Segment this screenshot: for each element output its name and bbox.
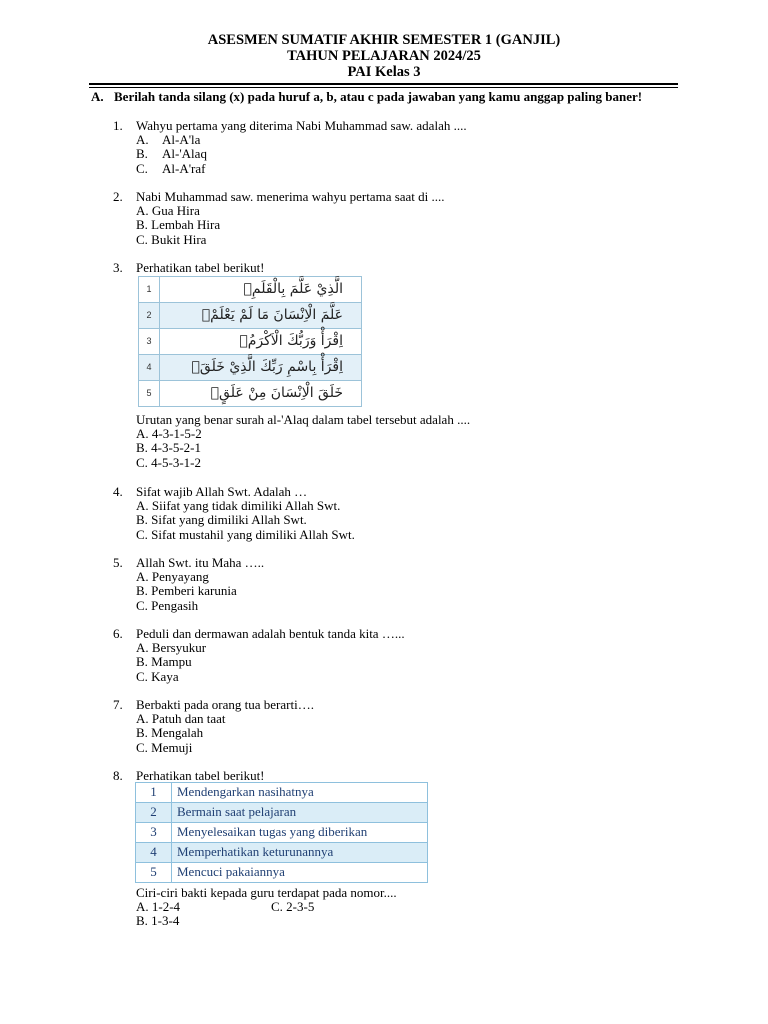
row-number: 4 [139,355,160,381]
arabic-verse: الَّذِيْ عَلَّمَ بِالْقَلَمِۙ [160,277,362,303]
option-a: A. 4-3-1-5-2 [136,426,202,442]
row-number: 2 [139,303,160,329]
option-b: B. Lembah Hira [136,217,221,233]
question-text: Nabi Muhammad saw. menerima wahyu pertama saat di .... [136,189,445,204]
row-text: Mencuci pakaiannya [172,863,428,883]
row-number: 3 [136,823,172,843]
table-row [136,803,428,823]
option-a: A. Penyayang [136,569,209,585]
header-rule-thick [89,83,678,85]
option-a: A. Bersyukur [136,640,207,656]
option-b: B. Sifat yang dimiliki Allah Swt. [136,512,307,528]
question-number: 2. [113,189,123,204]
row-number: 4 [136,843,172,863]
question-text: Berbakti pada orang tua berarti…. [136,697,314,712]
section-instruction: Berilah tanda silang (x) pada huruf a, b, atau c pada jawaban yang kamu anggap paling baner! [114,89,643,104]
option-b: B. Al-'Alaq [136,146,207,162]
option-a: A. Siifat yang tidak dimiliki Allah Swt. [136,498,341,514]
arabic-verses-table [138,276,362,407]
table-row [136,843,428,863]
arabic-verse: خَلَقَ الْاِنْسَانَ مِنْ عَلَقٍۚ [160,381,362,407]
teacher-respect-table [135,782,428,883]
table-row [139,329,362,355]
option-c: C. Sifat mustahil yang dimiliki Allah Swt. [136,526,355,542]
option-c: C. Al-A'raf [136,160,206,176]
arabic-verse: اِقْرَأْ بِاسْمِ رَبِّكَ الَّذِيْ خَلَقَۚ [160,355,362,381]
question-number: 7. [113,697,123,712]
table-row [139,303,362,329]
option-c: C. Bukit Hira [136,231,207,247]
row-number: 3 [139,329,160,355]
table-row [136,823,428,843]
row-number: 2 [136,803,172,823]
row-text: Menyelesaikan tugas yang diberikan [172,823,428,843]
option-a: A. Gua Hira [136,203,200,219]
option-a: A. Patuh dan taat [136,711,226,727]
question-number: 4. [113,484,123,499]
row-text: Mendengarkan nasihatnya [172,783,428,803]
question-number: 3. [113,260,123,275]
row-number: 5 [139,381,160,407]
table-row [139,277,362,303]
question-text: Sifat wajib Allah Swt. Adalah … [136,484,308,499]
row-number: 1 [136,783,172,803]
arabic-verse: اِقْرَأْ وَرَبُّكَ الْاَكْرَمُۙ [160,329,362,355]
question-text: Peduli dan dermawan adalah bentuk tanda kita …... [136,626,405,641]
section-letter: A. [91,89,104,104]
option-c: C. 4-5-3-1-2 [136,454,201,470]
option-c: C. 2-3-5 [271,899,315,915]
question-text: Perhatikan tabel berikut! [136,260,265,275]
option-a: A. Al-A'la [136,132,201,148]
arabic-verse: عَلَّمَ الْاِنْسَانَ مَا لَمْ يَعْلَمْۗ [160,303,362,329]
option-c: C. Pengasih [136,597,199,613]
options-row [136,900,656,914]
row-number: 5 [136,863,172,883]
table-row [136,863,428,883]
question-number: 1. [113,118,123,133]
header-rule-thin [89,87,678,88]
question-text: Wahyu pertama yang diterima Nabi Muhammad saw. adalah .... [136,118,467,133]
row-number: 1 [139,277,160,303]
document-header [0,32,768,80]
academic-year: TAHUN PELAJARAN 2024/25 [287,48,481,64]
question-text: Urutan yang benar surah al-'Alaq dalam tabel tersebut adalah .... [136,412,471,427]
row-text: Memperhatikan keturunannya [172,843,428,863]
option-c: C. Kaya [136,668,179,684]
option-b: B. Mampu [136,654,192,670]
option-b: B. Pemberi karunia [136,583,237,599]
option-a: A. 1-2-4 [136,899,181,915]
question-text: Ciri-ciri bakti kepada guru terdapat pada nomor.... [136,885,397,900]
table-row [136,783,428,803]
row-text: Bermain saat pelajaran [172,803,428,823]
option-b: B. 4-3-5-2-1 [136,440,201,456]
question-number: 8. [113,768,123,783]
option-b: B. 1-3-4 [136,913,180,929]
subject-class: PAI Kelas 3 [347,64,421,80]
option-b: B. Mengalah [136,725,204,741]
question-number: 6. [113,626,123,641]
exam-title: ASESMEN SUMATIF AKHIR SEMESTER 1 (GANJIL) [207,32,561,48]
question-text: Perhatikan tabel berikut! [136,768,265,783]
question-text: Allah Swt. itu Maha ….. [136,555,265,570]
option-c: C. Memuji [136,739,193,755]
table-row [139,381,362,407]
table-row [139,355,362,381]
question-number: 5. [113,555,123,570]
